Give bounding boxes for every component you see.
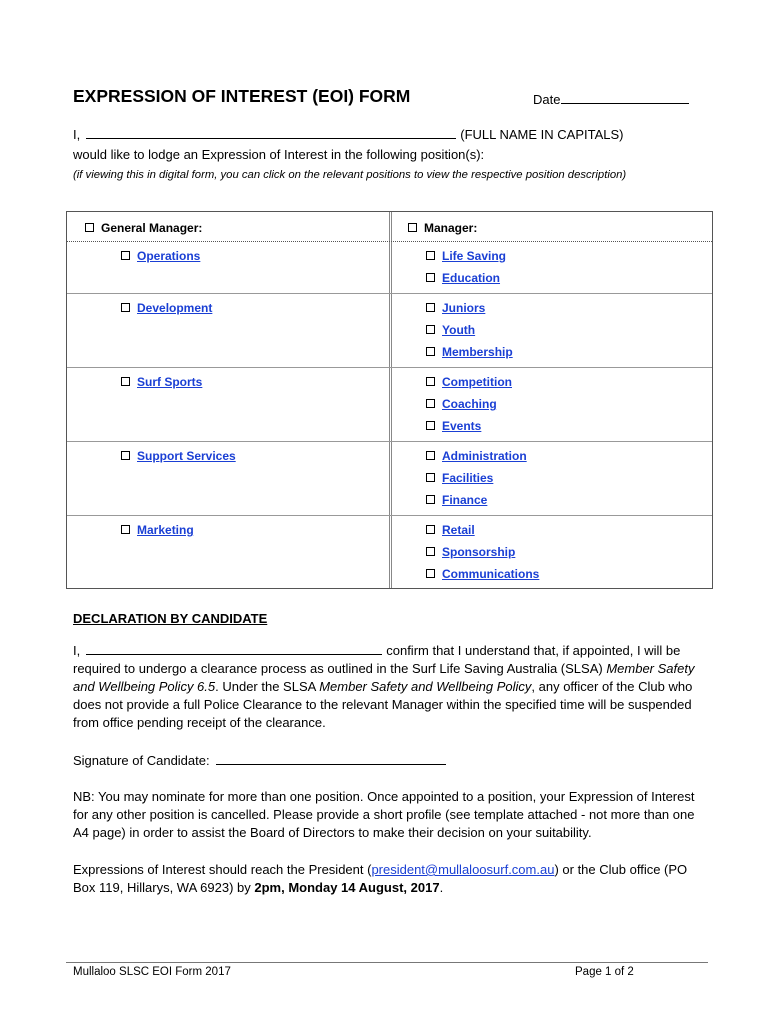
checkbox[interactable] bbox=[426, 251, 435, 260]
checkbox[interactable] bbox=[121, 525, 130, 534]
manager-option-administration[interactable] bbox=[426, 449, 527, 463]
manager-option-sponsorship[interactable] bbox=[426, 545, 515, 559]
manager-option-education[interactable] bbox=[426, 271, 500, 285]
full-name-blank[interactable] bbox=[86, 126, 456, 139]
president-email-link[interactable]: president@mullaloosurf.com.au bbox=[371, 862, 555, 877]
signature-line bbox=[73, 752, 703, 770]
footer-page-number: Page 1 of 2 bbox=[575, 966, 634, 978]
name-prefix: I, bbox=[73, 127, 81, 142]
declaration-name-blank[interactable] bbox=[86, 642, 382, 655]
checkbox[interactable] bbox=[408, 223, 417, 232]
manager-header[interactable] bbox=[408, 221, 477, 235]
manager-header-label: Manager: bbox=[424, 221, 478, 235]
checkbox[interactable] bbox=[426, 325, 435, 334]
manager-option-facilities[interactable] bbox=[426, 471, 493, 485]
submission-prefix: Expressions of Interest should reach the President ( bbox=[73, 862, 372, 877]
position-link[interactable]: Operations bbox=[137, 249, 201, 263]
declaration-end-text: , any officer of the Club who does not provide a full Police Clearance to the relevant Manager within the specified time will be suspended from office pending receipt of the clearance. bbox=[73, 679, 693, 730]
checkbox[interactable] bbox=[426, 303, 435, 312]
declaration-heading: DECLARATION BY CANDIDATE bbox=[73, 611, 268, 626]
checkbox[interactable] bbox=[121, 451, 130, 460]
policy-reference-2: Member Safety and Wellbeing Policy bbox=[319, 679, 532, 694]
gm-option-marketing[interactable] bbox=[121, 523, 194, 537]
manager-option-communications[interactable] bbox=[426, 567, 539, 581]
checkbox[interactable] bbox=[426, 399, 435, 408]
checkbox[interactable] bbox=[426, 569, 435, 578]
gm-option-surf-sports[interactable] bbox=[121, 375, 202, 389]
row-divider bbox=[67, 293, 712, 294]
signature-label: Signature of Candidate: bbox=[73, 753, 210, 768]
checkbox[interactable] bbox=[426, 273, 435, 282]
submission-suffix: . bbox=[439, 880, 444, 895]
position-link[interactable]: Education bbox=[442, 271, 501, 285]
position-link[interactable]: Development bbox=[137, 301, 213, 315]
gm-header[interactable] bbox=[85, 221, 202, 235]
declaration-paragraph bbox=[73, 642, 703, 732]
position-link[interactable]: Competition bbox=[442, 375, 512, 389]
lodge-statement: would like to lodge an Expression of Interest in the following position(s): bbox=[73, 147, 485, 162]
nb-paragraph: NB: You may nominate for more than one position. Once appointed to a position, your Expression of Interest for any other position is cancelled. Please provide a short profile (see template attached - not more than one A4 page) in order to assist the Board of Directors to make their decision on your suitability. bbox=[73, 789, 695, 840]
checkbox[interactable] bbox=[121, 251, 130, 260]
manager-option-finance[interactable] bbox=[426, 493, 487, 507]
gm-header-label: General Manager: bbox=[101, 221, 203, 235]
checkbox[interactable] bbox=[426, 347, 435, 356]
position-link[interactable]: Life Saving bbox=[442, 249, 507, 263]
submission-middle: ) or the Club office (PO Box 119, Hillarys, WA 6923) by bbox=[73, 862, 688, 895]
manager-option-competition[interactable] bbox=[426, 375, 512, 389]
full-name-hint: (FULL NAME IN CAPITALS) bbox=[460, 127, 624, 142]
position-link[interactable]: Youth bbox=[442, 323, 476, 337]
gm-option-development[interactable] bbox=[121, 301, 212, 315]
position-link[interactable]: Finance bbox=[442, 493, 488, 507]
submission-paragraph bbox=[73, 861, 703, 897]
declaration-confirm-text: confirm that I understand that, if appointed, I will be required to undergo a clearance process as outlined in the Surf Life Saving Australia (SLSA) bbox=[73, 643, 681, 676]
header-divider bbox=[67, 241, 712, 242]
date-blank-line[interactable] bbox=[561, 91, 689, 104]
checkbox[interactable] bbox=[426, 451, 435, 460]
position-link[interactable]: Events bbox=[442, 419, 482, 433]
submission-deadline: 2pm, Monday 14 August, 2017 bbox=[254, 880, 440, 895]
checkbox[interactable] bbox=[121, 377, 130, 386]
date-field[interactable] bbox=[533, 91, 689, 107]
position-link[interactable]: Juniors bbox=[442, 301, 486, 315]
position-link[interactable]: Retail bbox=[442, 523, 475, 537]
footer-form-name: Mullaloo SLSC EOI Form 2017 bbox=[73, 966, 231, 978]
position-link[interactable]: Marketing bbox=[137, 523, 194, 537]
position-link[interactable]: Membership bbox=[442, 345, 513, 359]
position-link[interactable]: Administration bbox=[442, 449, 527, 463]
signature-blank[interactable] bbox=[216, 752, 446, 765]
positions-table bbox=[66, 211, 713, 589]
full-name-line bbox=[73, 126, 623, 142]
position-link[interactable]: Communications bbox=[442, 567, 540, 581]
position-link[interactable]: Surf Sports bbox=[137, 375, 203, 389]
declaration-mid-text: . Under the SLSA bbox=[215, 679, 316, 694]
row-divider bbox=[67, 367, 712, 368]
column-divider bbox=[389, 212, 392, 588]
gm-option-operations[interactable] bbox=[121, 249, 200, 263]
position-link[interactable]: Sponsorship bbox=[442, 545, 516, 559]
date-label: Date bbox=[533, 92, 561, 107]
footer-rule bbox=[66, 962, 708, 963]
row-divider bbox=[67, 441, 712, 442]
checkbox[interactable] bbox=[426, 547, 435, 556]
policy-reference-1: Member Safety and Wellbeing Policy 6.5 bbox=[73, 661, 695, 694]
checkbox[interactable] bbox=[426, 495, 435, 504]
manager-option-youth[interactable] bbox=[426, 323, 475, 337]
checkbox[interactable] bbox=[426, 473, 435, 482]
checkbox[interactable] bbox=[426, 377, 435, 386]
checkbox[interactable] bbox=[426, 525, 435, 534]
manager-option-membership[interactable] bbox=[426, 345, 513, 359]
form-title: EXPRESSION OF INTEREST (EOI) FORM bbox=[73, 86, 411, 106]
manager-option-coaching[interactable] bbox=[426, 397, 497, 411]
declaration-prefix: I, bbox=[73, 643, 81, 658]
manager-option-life-saving[interactable] bbox=[426, 249, 506, 263]
gm-option-support-services[interactable] bbox=[121, 449, 236, 463]
position-link[interactable]: Facilities bbox=[442, 471, 494, 485]
row-divider bbox=[67, 515, 712, 516]
checkbox[interactable] bbox=[121, 303, 130, 312]
manager-option-juniors[interactable] bbox=[426, 301, 485, 315]
checkbox[interactable] bbox=[85, 223, 94, 232]
manager-option-retail[interactable] bbox=[426, 523, 475, 537]
checkbox[interactable] bbox=[426, 421, 435, 430]
manager-option-events[interactable] bbox=[426, 419, 481, 433]
position-link[interactable]: Coaching bbox=[442, 397, 497, 411]
digital-note: (if viewing this in digital form, you can click on the relevant positions to view the respective position description) bbox=[73, 169, 627, 181]
position-link[interactable]: Support Services bbox=[137, 449, 236, 463]
